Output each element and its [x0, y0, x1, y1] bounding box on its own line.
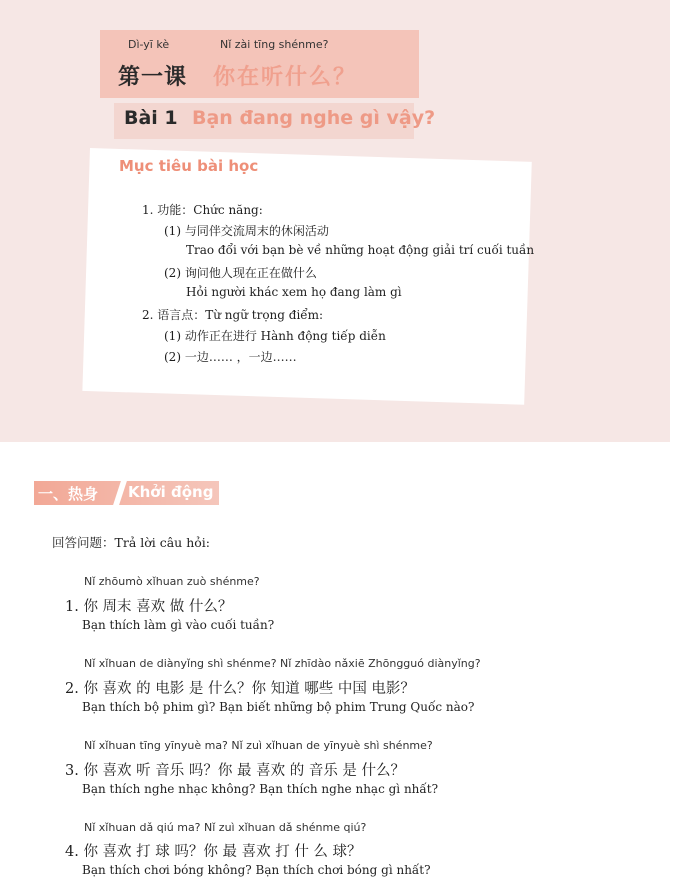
question-pinyin: Nǐ xǐhuan de diànyǐng shì shénme? Nǐ zhīdào nǎxiē Zhōngguó diànyǐng?	[84, 657, 481, 670]
lesson-number-vietnamese: Bài 1	[124, 107, 178, 129]
question-vietnamese: Bạn thích nghe nhạc không? Bạn thích nghe nhạc gì nhất?	[82, 782, 439, 796]
objective-line: (2) 一边…… ，一边……	[164, 350, 297, 364]
question-pinyin: Nǐ zhōumò xǐhuan zuò shénme?	[84, 575, 260, 588]
question-hanzi: 1. 你 周末 喜欢 做 什么？	[65, 599, 233, 615]
lesson-title-pinyin: Nǐ zài tīng shénme?	[220, 38, 329, 51]
objective-line: Trao đổi với bạn bè về những hoạt động giải trí cuối tuần	[186, 243, 535, 257]
question-vietnamese: Bạn thích bộ phim gì? Bạn biết những bộ phim Trung Quốc nào?	[82, 700, 475, 714]
question-hanzi: 3. 你 喜欢 听 音乐 吗？你 最 喜欢 的 音乐 是 什么？	[65, 763, 406, 779]
objective-line: (2) 询问他人现在正在做什么	[164, 266, 317, 280]
section-label-chinese: 一、热身	[38, 485, 99, 503]
lesson-title-chinese: 你在听什么？	[213, 64, 358, 90]
question-pinyin: Nǐ xǐhuan tīng yīnyuè ma? Nǐ zuì xǐhuan de yīnyuè shì shénme?	[84, 739, 433, 752]
lesson-title-vietnamese: Bạn đang nghe gì vậy?	[192, 107, 436, 129]
objective-line: 1. 功能：Chức năng:	[142, 203, 263, 217]
objective-line: Hỏi người khác xem họ đang làm gì	[186, 285, 402, 299]
lesson-number-chinese: 第一课	[118, 64, 188, 90]
objective-line: (1) 动作正在进行 Hành động tiếp diễn	[164, 329, 386, 343]
objective-line: (1) 与同伴交流周末的休闲活动	[164, 224, 329, 238]
question-hanzi: 2. 你 喜欢 的 电影 是 什么？你 知道 哪些 中国 电影？	[65, 681, 415, 697]
objective-line: 2. 语言点：Từ ngữ trọng điểm:	[142, 308, 324, 322]
objectives-heading: Mục tiêu bài học	[119, 157, 259, 175]
question-pinyin: Nǐ xǐhuan dǎ qiú ma? Nǐ zuì xǐhuan dǎ shénme qiú?	[84, 821, 367, 834]
question-vietnamese: Bạn thích làm gì vào cuối tuần?	[82, 618, 275, 632]
instruction-text: 回答问题：Trả lời câu hỏi:	[52, 535, 210, 550]
question-vietnamese: Bạn thích chơi bóng không? Bạn thích chơi bóng gì nhất?	[82, 863, 431, 877]
section-label-vietnamese: Khởi động	[128, 483, 214, 501]
lesson-number-pinyin: Dì-yī kè	[128, 38, 170, 51]
question-hanzi: 4. 你 喜欢 打 球 吗？你 最 喜欢 打 什 么 球？	[65, 844, 362, 860]
